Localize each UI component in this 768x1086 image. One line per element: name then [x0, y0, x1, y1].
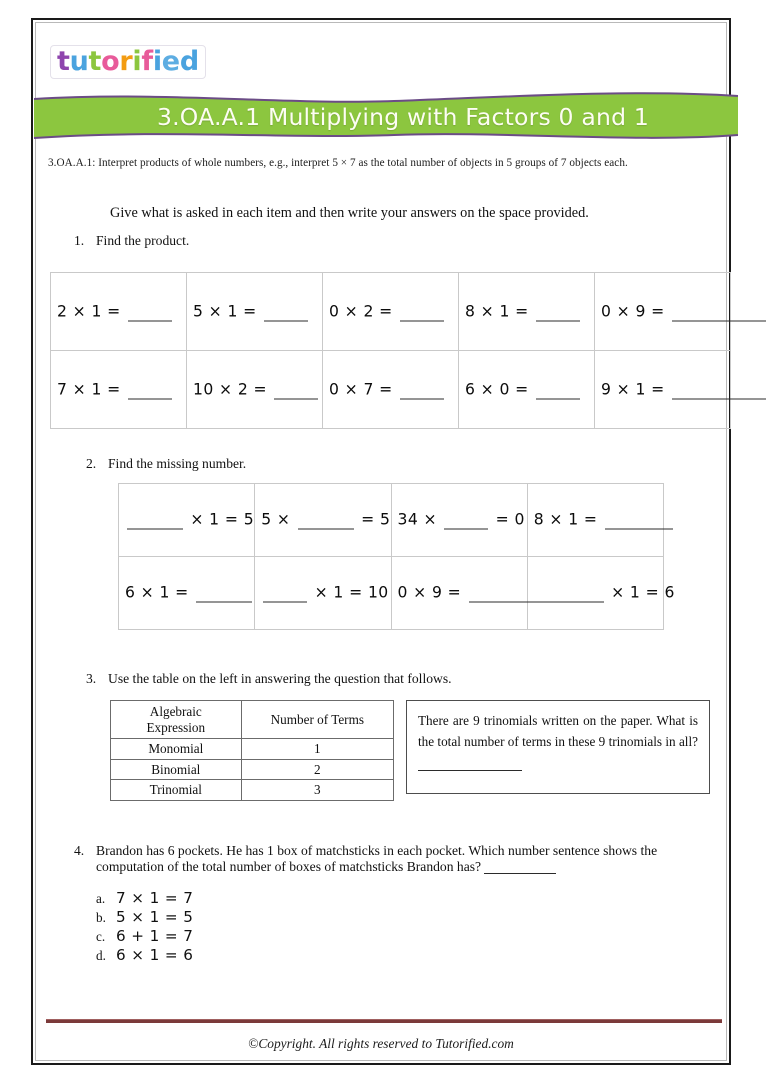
item-1-number: 1. [74, 233, 85, 248]
item-4 [74, 843, 724, 875]
worksheet-page [31, 18, 731, 1065]
item2-r1c1-result-text: 5 [243, 510, 255, 529]
item2-r1c2-expression [261, 511, 390, 530]
tutorified-logo [50, 45, 206, 79]
item1-r1c4-operand-text: 8 × 1 = [465, 302, 535, 320]
logo-letter-0: t [57, 46, 70, 77]
item2-r1c2-result-text: 5 [379, 510, 391, 529]
item1-r2c4-cell [459, 351, 595, 429]
item-1-problem-grid [50, 272, 731, 429]
item1-r1c1-answer-blank[interactable] [128, 320, 172, 321]
item2-r2c1-operand-text: 6 × 1 = [125, 583, 195, 602]
table-row [51, 273, 731, 351]
cell-expression: Trinomial [111, 780, 242, 801]
item-3-answer-blank[interactable] [418, 770, 522, 771]
item2-r2c4-expression [534, 584, 675, 603]
item2-r2c2-result-text: 10 [367, 583, 389, 602]
item1-r2c2-cell [187, 351, 323, 429]
logo-letter-3: o [101, 46, 120, 77]
item-4-answer-blank[interactable] [484, 873, 556, 874]
item2-r1c3-operand-text: 34 × [397, 510, 443, 529]
item2-r2c3-cell [391, 557, 527, 630]
item1-r1c3-answer-blank[interactable] [400, 320, 444, 321]
item1-r2c3-answer-blank[interactable] [400, 398, 444, 399]
item-4-choice-list [96, 889, 193, 965]
item1-r1c2-expression [193, 302, 310, 321]
table-row [111, 759, 394, 780]
item1-r2c3-operand-text: 0 × 7 = [329, 380, 399, 398]
item2-r1c4-answer-blank[interactable] [605, 529, 673, 530]
logo-letter-6: f [141, 46, 153, 77]
item-2-number: 2. [86, 456, 97, 471]
table-row [51, 351, 731, 429]
logo-letter-1: u [69, 46, 89, 77]
item-3-prompt: Use the table on the left in answering the question that follows. [108, 671, 452, 686]
item1-r2c5-cell [595, 351, 731, 429]
item-2 [86, 456, 686, 472]
cell-terms: 1 [241, 739, 393, 760]
item2-r1c2-mid-text: = [355, 510, 380, 529]
item1-r1c2-operand-text: 5 × 1 = [193, 302, 263, 320]
title-banner [34, 91, 738, 143]
item2-r1c3-cell [391, 484, 527, 557]
item1-r1c5-cell [595, 273, 731, 351]
choice-equation: 6 + 1 = 7 [116, 927, 194, 945]
choice-letter: c. [96, 929, 106, 944]
footer-divider [46, 1019, 722, 1023]
item2-r1c3-result-text: 0 [514, 510, 525, 529]
choice-equation: 6 × 1 = 6 [116, 946, 194, 964]
item-2-problem-grid [118, 483, 675, 630]
item-3-number: 3. [86, 671, 97, 686]
item1-r1c5-answer-blank[interactable] [672, 320, 766, 321]
item2-r1c1-expression [125, 511, 254, 530]
item1-r1c1-cell [51, 273, 187, 351]
item2-r2c2-mid-text: × 1 = [309, 583, 368, 602]
item1-r1c4-cell [459, 273, 595, 351]
item1-r1c1-expression [57, 302, 174, 321]
item1-r2c5-operand-text: 9 × 1 = [601, 380, 671, 398]
tutorified-logo-text [57, 48, 199, 75]
item1-r1c4-answer-blank[interactable] [536, 320, 580, 321]
item-4-prompt [96, 843, 724, 875]
item-4-choice-c[interactable] [96, 927, 193, 945]
item2-r2c2-cell [255, 557, 391, 630]
cell-terms: 3 [241, 780, 393, 801]
item2-r2c3-operand-text: 0 × 9 = [397, 583, 467, 602]
worksheet-page-inner [35, 22, 727, 1061]
cell-terms: 2 [241, 759, 393, 780]
item-1-prompt: Find the product. [96, 233, 190, 248]
item2-r2c4-answer-blank[interactable] [536, 602, 604, 603]
item1-r2c4-operand-text: 6 × 0 = [465, 380, 535, 398]
item1-r2c3-expression [329, 380, 446, 399]
item2-r2c3-expression [398, 584, 539, 603]
item2-r1c3-expression [398, 511, 525, 530]
item2-r1c1-answer-blank[interactable] [127, 529, 183, 530]
item1-r2c1-cell [51, 351, 187, 429]
item2-r1c2-cell [255, 484, 391, 557]
item2-r1c1-cell [119, 484, 255, 557]
item2-r2c1-answer-blank[interactable] [196, 602, 252, 603]
item-4-choice-a[interactable] [96, 889, 193, 907]
item2-r1c1-mid-text: × 1 = [185, 510, 244, 529]
choice-letter: b. [96, 910, 106, 925]
header-number-of-terms: Number of Terms [241, 701, 393, 739]
item2-r2c1-expression [125, 584, 254, 603]
choice-letter: d. [96, 948, 106, 963]
item2-r2c2-expression [261, 584, 388, 603]
item1-r2c5-expression [601, 380, 768, 399]
table-row [119, 557, 664, 630]
item2-r2c4-result-text: 6 [664, 583, 675, 602]
item1-r1c3-cell [323, 273, 459, 351]
item-3 [86, 671, 686, 687]
header-line-1: Algebraic [149, 704, 202, 719]
item1-r1c5-operand-text: 0 × 9 = [601, 302, 671, 320]
item2-r1c4-operand-text: 8 × 1 = [533, 510, 603, 529]
item1-r1c3-operand-text: 0 × 2 = [329, 302, 399, 320]
table-row [111, 739, 394, 760]
item-3-question-text: There are 9 trinomials written on the paper. What is the total number of terms in these 9 trinomials in all? [418, 713, 698, 750]
item-4-prompt-text: Brandon has 6 pockets. He has 1 box of matchsticks in each pocket. Which number sentence shows the computation of the total number of boxes of matchsticks Brandon has? [96, 843, 658, 874]
cell-expression: Monomial [111, 739, 242, 760]
item-1 [74, 233, 674, 249]
logo-letter-9: d [179, 46, 199, 77]
directions-text: Give what is asked in each item and then write your answers on the space provided. [110, 205, 589, 221]
footer-copyright: ©Copyright. All rights reserved to Tutorified.com [248, 1036, 514, 1051]
item-4-choice-b[interactable] [96, 908, 193, 926]
header-algebraic-expression [111, 701, 242, 739]
choice-equation: 5 × 1 = 5 [116, 908, 194, 926]
item-4-number: 4. [74, 843, 85, 858]
item1-r2c3-cell [323, 351, 459, 429]
item1-r2c2-expression [193, 380, 320, 399]
item1-r2c2-answer-blank[interactable] [274, 398, 318, 399]
item1-r2c2-operand-text: 10 × 2 = [193, 380, 273, 398]
item2-r1c2-answer-blank[interactable] [298, 529, 354, 530]
item2-r2c4-mid-text: × 1 = [605, 583, 665, 602]
item2-r2c2-answer-blank[interactable] [263, 602, 307, 603]
logo-letter-4: r [119, 46, 133, 77]
item-3-question-box [406, 700, 710, 794]
item2-r1c3-answer-blank[interactable] [444, 529, 488, 530]
item2-r2c4-cell [527, 557, 675, 630]
item2-r1c4-expression [534, 511, 675, 530]
choice-equation: 7 × 1 = 7 [116, 889, 194, 907]
cell-expression: Binomial [111, 759, 242, 780]
item1-r2c1-operand-text: 7 × 1 = [57, 380, 127, 398]
item2-r1c3-mid-text: = [490, 510, 515, 529]
header-line-2: Expression [146, 719, 206, 735]
item2-r1c2-operand-text: 5 × [261, 510, 296, 529]
item1-r2c5-answer-blank[interactable] [672, 398, 766, 399]
item1-r1c5-expression [601, 302, 768, 321]
page-title: 3.OA.A.1 Multiplying with Factors 0 and 1 [156, 103, 650, 131]
table-row [111, 780, 394, 801]
item1-r2c4-answer-blank[interactable] [536, 398, 580, 399]
table-row [119, 484, 664, 557]
logo-letter-8: e [161, 46, 180, 77]
item2-r2c1-cell [119, 557, 255, 630]
logo-letter-5: i [132, 46, 142, 77]
item1-r1c1-operand-text: 2 × 1 = [57, 302, 127, 320]
item1-r2c1-answer-blank[interactable] [128, 398, 172, 399]
standard-description: 3.OA.A.1: Interpret products of whole numbers, e.g., interpret 5 × 7 as the total number of objects in 5 groups of 7 objects each. [48, 157, 628, 169]
logo-letter-2: t [88, 46, 102, 77]
item-4-choice-d[interactable] [96, 946, 193, 964]
item1-r2c1-expression [57, 380, 174, 399]
choice-letter: a. [96, 891, 106, 906]
item1-r1c2-answer-blank[interactable] [264, 320, 308, 321]
item-2-prompt: Find the missing number. [108, 456, 247, 471]
item2-r1c4-cell [527, 484, 663, 557]
item1-r1c3-expression [329, 302, 446, 321]
item1-r2c4-expression [465, 380, 582, 399]
item1-r1c2-cell [187, 273, 323, 351]
table-header-row [111, 701, 394, 739]
terms-reference-table [110, 700, 394, 801]
logo-letter-7: i [152, 46, 162, 77]
item1-r1c4-expression [465, 302, 582, 321]
